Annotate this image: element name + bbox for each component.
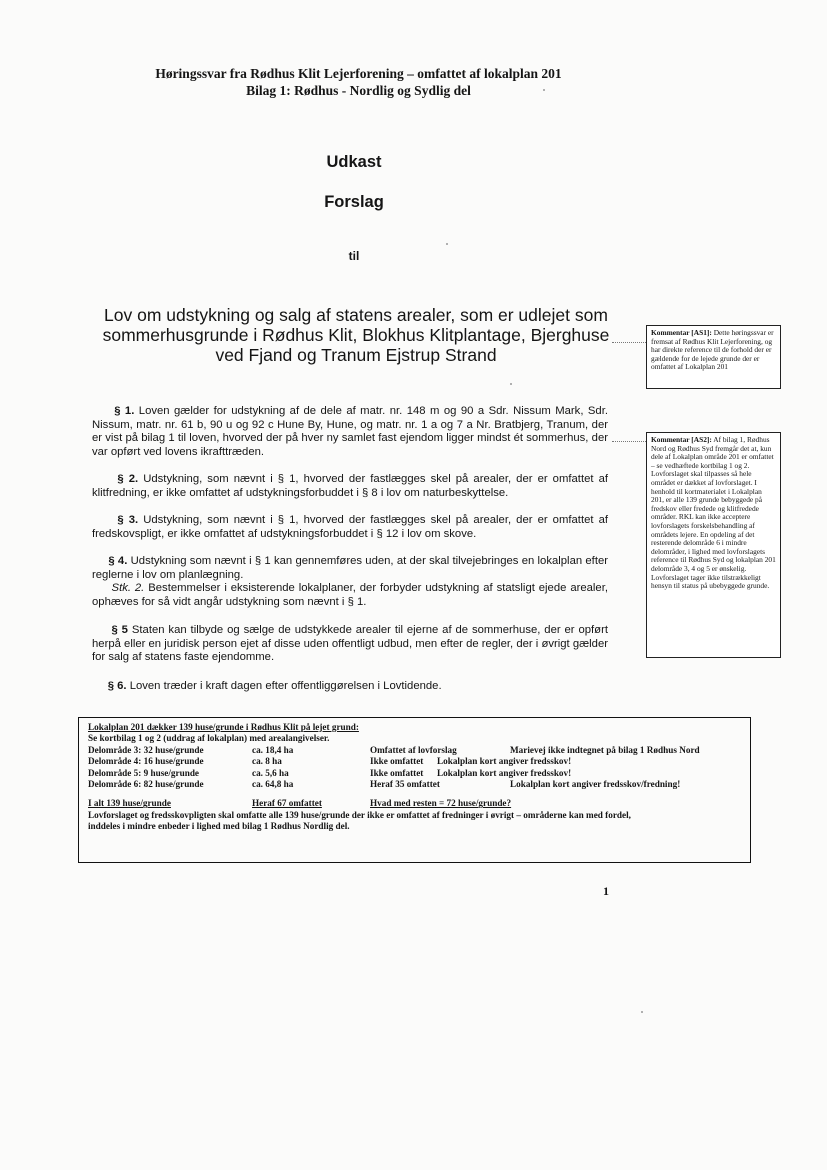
row-status: Omfattet af lovforslag [370,744,457,755]
section-4-stk-label: Stk. 2. [111,582,145,594]
row-note: Lokalplan kort angiver fredsskov/fredning! [510,778,681,789]
comment-connector-1 [612,342,646,343]
section-4-label: § 4. [108,555,128,567]
section-1-label: § 1. [114,405,135,417]
summary-row [88,768,741,779]
draft-title: Udkast [326,153,382,171]
summary-heading: Lokalplan 201 dækker 139 huse/grunde i Rødhus Klit på lejet grund: [88,722,359,732]
summary-row [88,756,741,767]
section-2-text: Udstykning, som nævnt i § 1, hvorved der fastlægges skel på arealer, der er omfattet af klitfredning, er ikke omfattet af udstykningsforbuddet i § 8 i lov om naturbeskyttelse. [92,473,608,499]
row-size: ca. 64,8 ha [252,778,294,789]
law-title-line-3: ved Fjand og Tranum Ejstrup Strand [215,345,497,365]
to-word: til [348,249,360,263]
row-note: Marievej ikke indtegnet på bilag 1 Rødhus Nord [510,744,700,755]
section-3 [92,514,608,541]
comment-as2[interactable] [646,432,781,658]
section-5 [92,624,608,665]
section-3-text: Udstykning, som nævnt i § 1, hvorved der fastlægges skel på arealer, der er omfattet af fredskovspligt, er ikke omfattet af udstykningsforbuddet i § 12 i lov om skove. [92,514,608,540]
comment-as2-label: Kommentar [AS2]: [651,435,712,444]
summary-covered: Heraf 67 omfattet [252,798,322,809]
row-area: Delområde 5: 9 huse/grunde [88,767,200,778]
summary-rest: Hvad med resten = 72 huse/grunde? [370,798,512,809]
row-area: Delområde 3: 32 huse/grunde [88,744,204,755]
law-title-line-2: sommerhusgrunde i Rødhus Klit, Blokhus Klitplantage, Bjerghuse [102,325,610,345]
summary-box [78,717,751,863]
scan-speck [641,1011,643,1013]
section-3-label: § 3. [117,514,139,526]
section-4 [92,555,608,609]
row-size: ca. 8 ha [252,756,282,767]
document-header-line-1: Høringssvar fra Rødhus Klit Lejerforening – omfattet af lokalplan 201 [155,66,562,81]
row-status: Heraf 35 omfattet [370,778,440,789]
scan-speck [510,383,512,385]
summary-total: I alt 139 huse/grunde [88,798,171,809]
row-note: Lokalplan kort angiver fredsskov! [437,756,572,767]
section-5-label: § 5 [111,624,128,636]
summary-subheading: Se kortbilag 1 og 2 (uddrag af lokalplan) med arealangivelser. [88,733,330,744]
row-size: ca. 5,6 ha [252,767,289,778]
row-status: Ikke omfattet [370,756,424,767]
section-1-text: Loven gælder for udstykning af de dele af matr. nr. 148 m og 90 a Sdr. Nissum Mark, Sdr. Nissum, matr. nr. 61 b, 90 u og 92 c Hune By, Hune, og matr. nr. 1 a og 7 a Nr. Bratbjerg, Tranum, der er vist på bilag 1 til loven, hvorved der på hver ny samlet fast ejendom ligger mindst ét sommerhus, der var opført ved lovens ikrafttræden. [92,405,608,458]
summary-row [88,745,741,756]
summary-footer-1: Lovforslaget og fredsskovpligten skal omfatte alle 139 huse/grunde der ikke er omfattet af fredninger i øvrigt – områderne kan med fordel, [88,809,631,820]
section-6-label: § 6. [107,680,127,692]
section-2 [92,473,608,500]
summary-footer-2: inddeles i mindre enbeder i lighed med bilag 1 Rødhus Nordlig del. [88,821,350,832]
section-4-stk-text: Bestemmelser i eksisterende lokalplaner, der forbyder udstykning af statsligt ejede arealer, ophæves for så vidt angår udstykning som nævnt i § 1. [92,582,608,608]
proposal-title: Forslag [324,193,384,211]
comment-as1-text: Dette høringssvar er fremsat af Rødhus Klit Lejerforening, og har direkte reference til de forhold der er gældende for de lejede grunde der er omfattet af Lokalplan 201 [651,328,774,372]
scan-speck [543,89,545,91]
section-5-text: Staten kan tilbyde og sælge de udstykkede arealer til ejerne af de sommerhuse, der er opført herpå eller en juridisk person ejet af disse uden offentligt udbud, men efter de regler, der i øvrigt gælder for salg af statens faste ejendomme. [92,624,608,663]
law-title [100,305,612,365]
summary-row [88,779,741,790]
section-4-text: Udstykning som nævnt i § 1 kan gennemføres uden, at der skal tilvejebringes en lokalplan efter reglerne i lov om planlægning. [92,555,609,581]
row-size: ca. 18,4 ha [252,744,294,755]
row-area: Delområde 6: 82 huse/grunde [88,778,204,789]
document-header-line-2: Bilag 1: Rødhus - Nordlig og Sydlig del [246,83,471,98]
scan-speck [446,243,448,245]
page-number: 1 [603,884,609,898]
law-title-line-1: Lov om udstykning og salg af statens arealer, som er udlejet som [104,305,608,325]
section-2-label: § 2. [117,473,139,485]
section-1 [92,405,608,459]
section-6 [92,680,608,694]
comment-as1-label: Kommentar [AS1]: [651,328,712,337]
row-note: Lokalplan kort angiver fredsskov! [437,767,572,778]
comment-as1[interactable] [646,325,781,389]
section-6-text: Loven træder i kraft dagen efter offentliggørelsen i Lovtidende. [129,680,442,692]
comment-as2-text: Af bilag 1, Rødhus Nord og Rødhus Syd fremgår det at, kun dele af Lokalplan område 201 er omfattet – se vedhæftede kortbilag 1 og 2. Lovforslaget skal tilpasses så hele området er dækket af lovforslaget. I henhold til kortmaterialet i Lokalplan 201, er alle 139 grunde bebyggede på fredskov eller fredede og klitfredede områder. RKL kan ikke acceptere lovforslagets forskelsbehandling af områdets lejere. En opdeling af det resterende delområde 6 i mindre delområder, i lighed med lovforslagets reference til Rødhus Syd og lokalplan 201 delområde 3, 4 og 5 er ønskelig. Lovforslaget tager ikke tilstrækkeligt hensyn til status på ubebyggede grunde. [651,435,776,591]
row-status: Ikke omfattet [370,767,424,778]
comment-connector-2 [612,441,646,442]
row-area: Delområde 4: 16 huse/grunde [88,756,204,767]
